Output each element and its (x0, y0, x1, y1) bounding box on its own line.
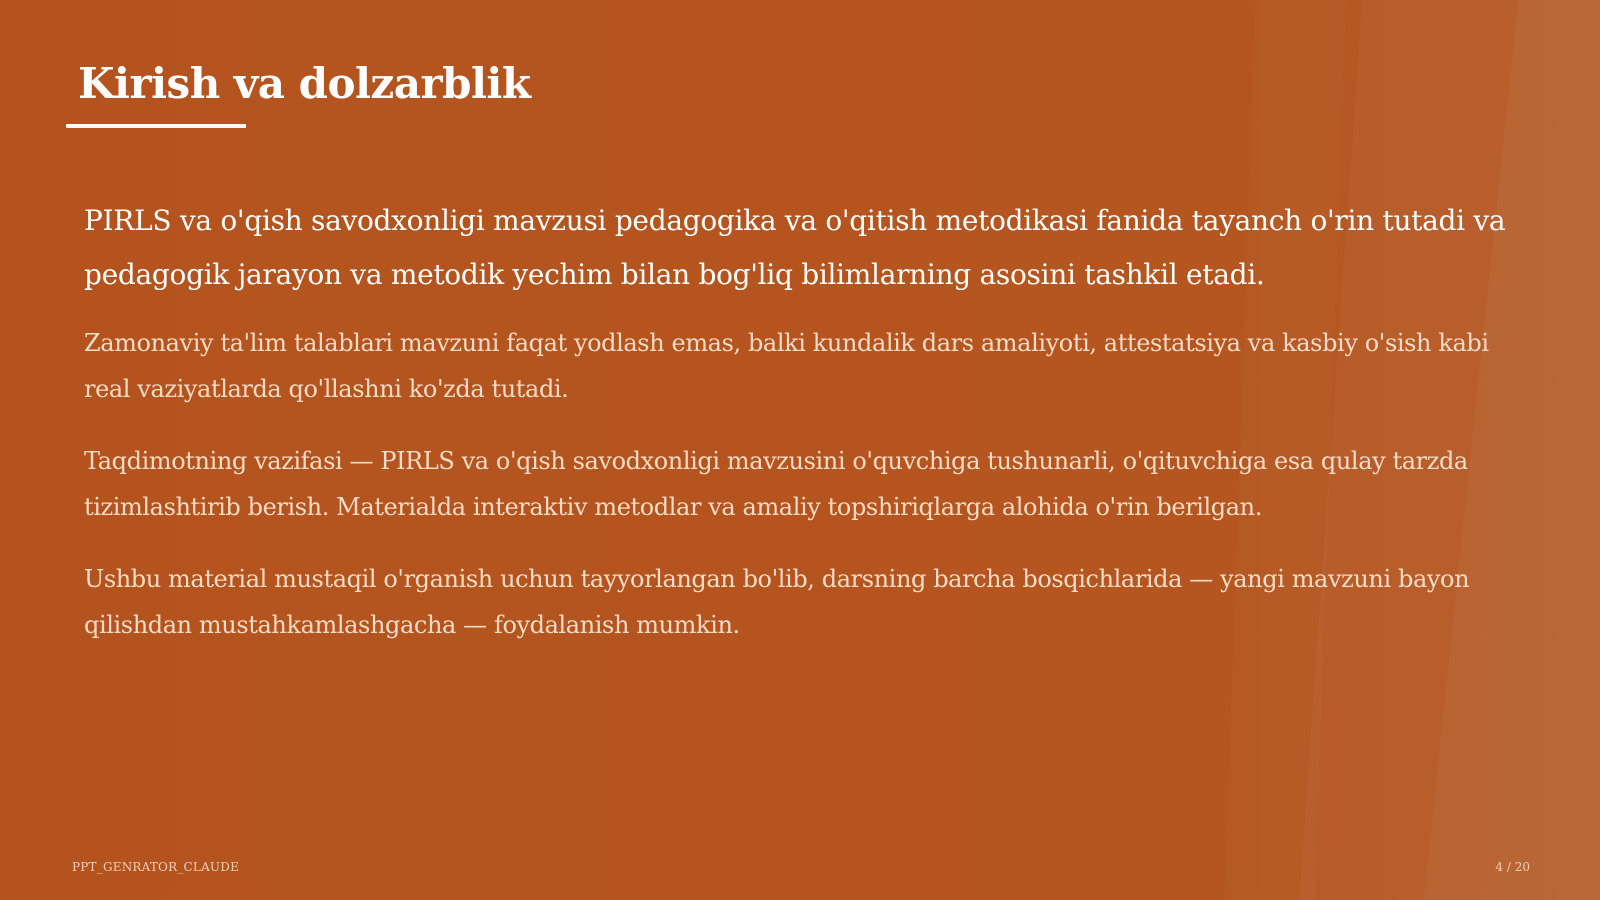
slide-content (84, 194, 1524, 674)
slide-title: Kirish va dolzarblik (78, 59, 531, 108)
page-number: 4 / 20 (1495, 860, 1530, 874)
title-underline (66, 124, 246, 128)
body-paragraph: Taqdimotning vazifasi — PIRLS va o'qish savodxonligi mavzusini o'quvchiga tushunarli, o'qituvchiga esa qulay tarzda tizimlashtirib berish. Materialda interaktiv metodlar va amaliy topshiriqlarga alohida o'rin berilgan. (84, 447, 1468, 521)
body-paragraph: Ushbu material mustaqil o'rganish uchun tayyorlangan bo'lib, darsning barcha bosqichlarida — yangi mavzuni bayon qilishdan mustahkamlashgacha — foydalanish mumkin. (84, 565, 1470, 639)
footer-label: PPT_GENRATOR_CLAUDE (72, 860, 240, 874)
lead-paragraph: PIRLS va o'qish savodxonligi mavzusi pedagogika va o'qitish metodikasi fanida tayanch o'rin tutadi va pedagogik jarayon va metodik yechim bilan bog'liq bilimlarning asosini tashkil etadi. (84, 204, 1506, 291)
body-paragraph: Zamonaviy ta'lim talablari mavzuni faqat yodlash emas, balki kundalik dars amaliyoti, attestatsiya va kasbiy o'sish kabi real vaziyatlarda qo'llashni ko'zda tutadi. (84, 329, 1489, 403)
